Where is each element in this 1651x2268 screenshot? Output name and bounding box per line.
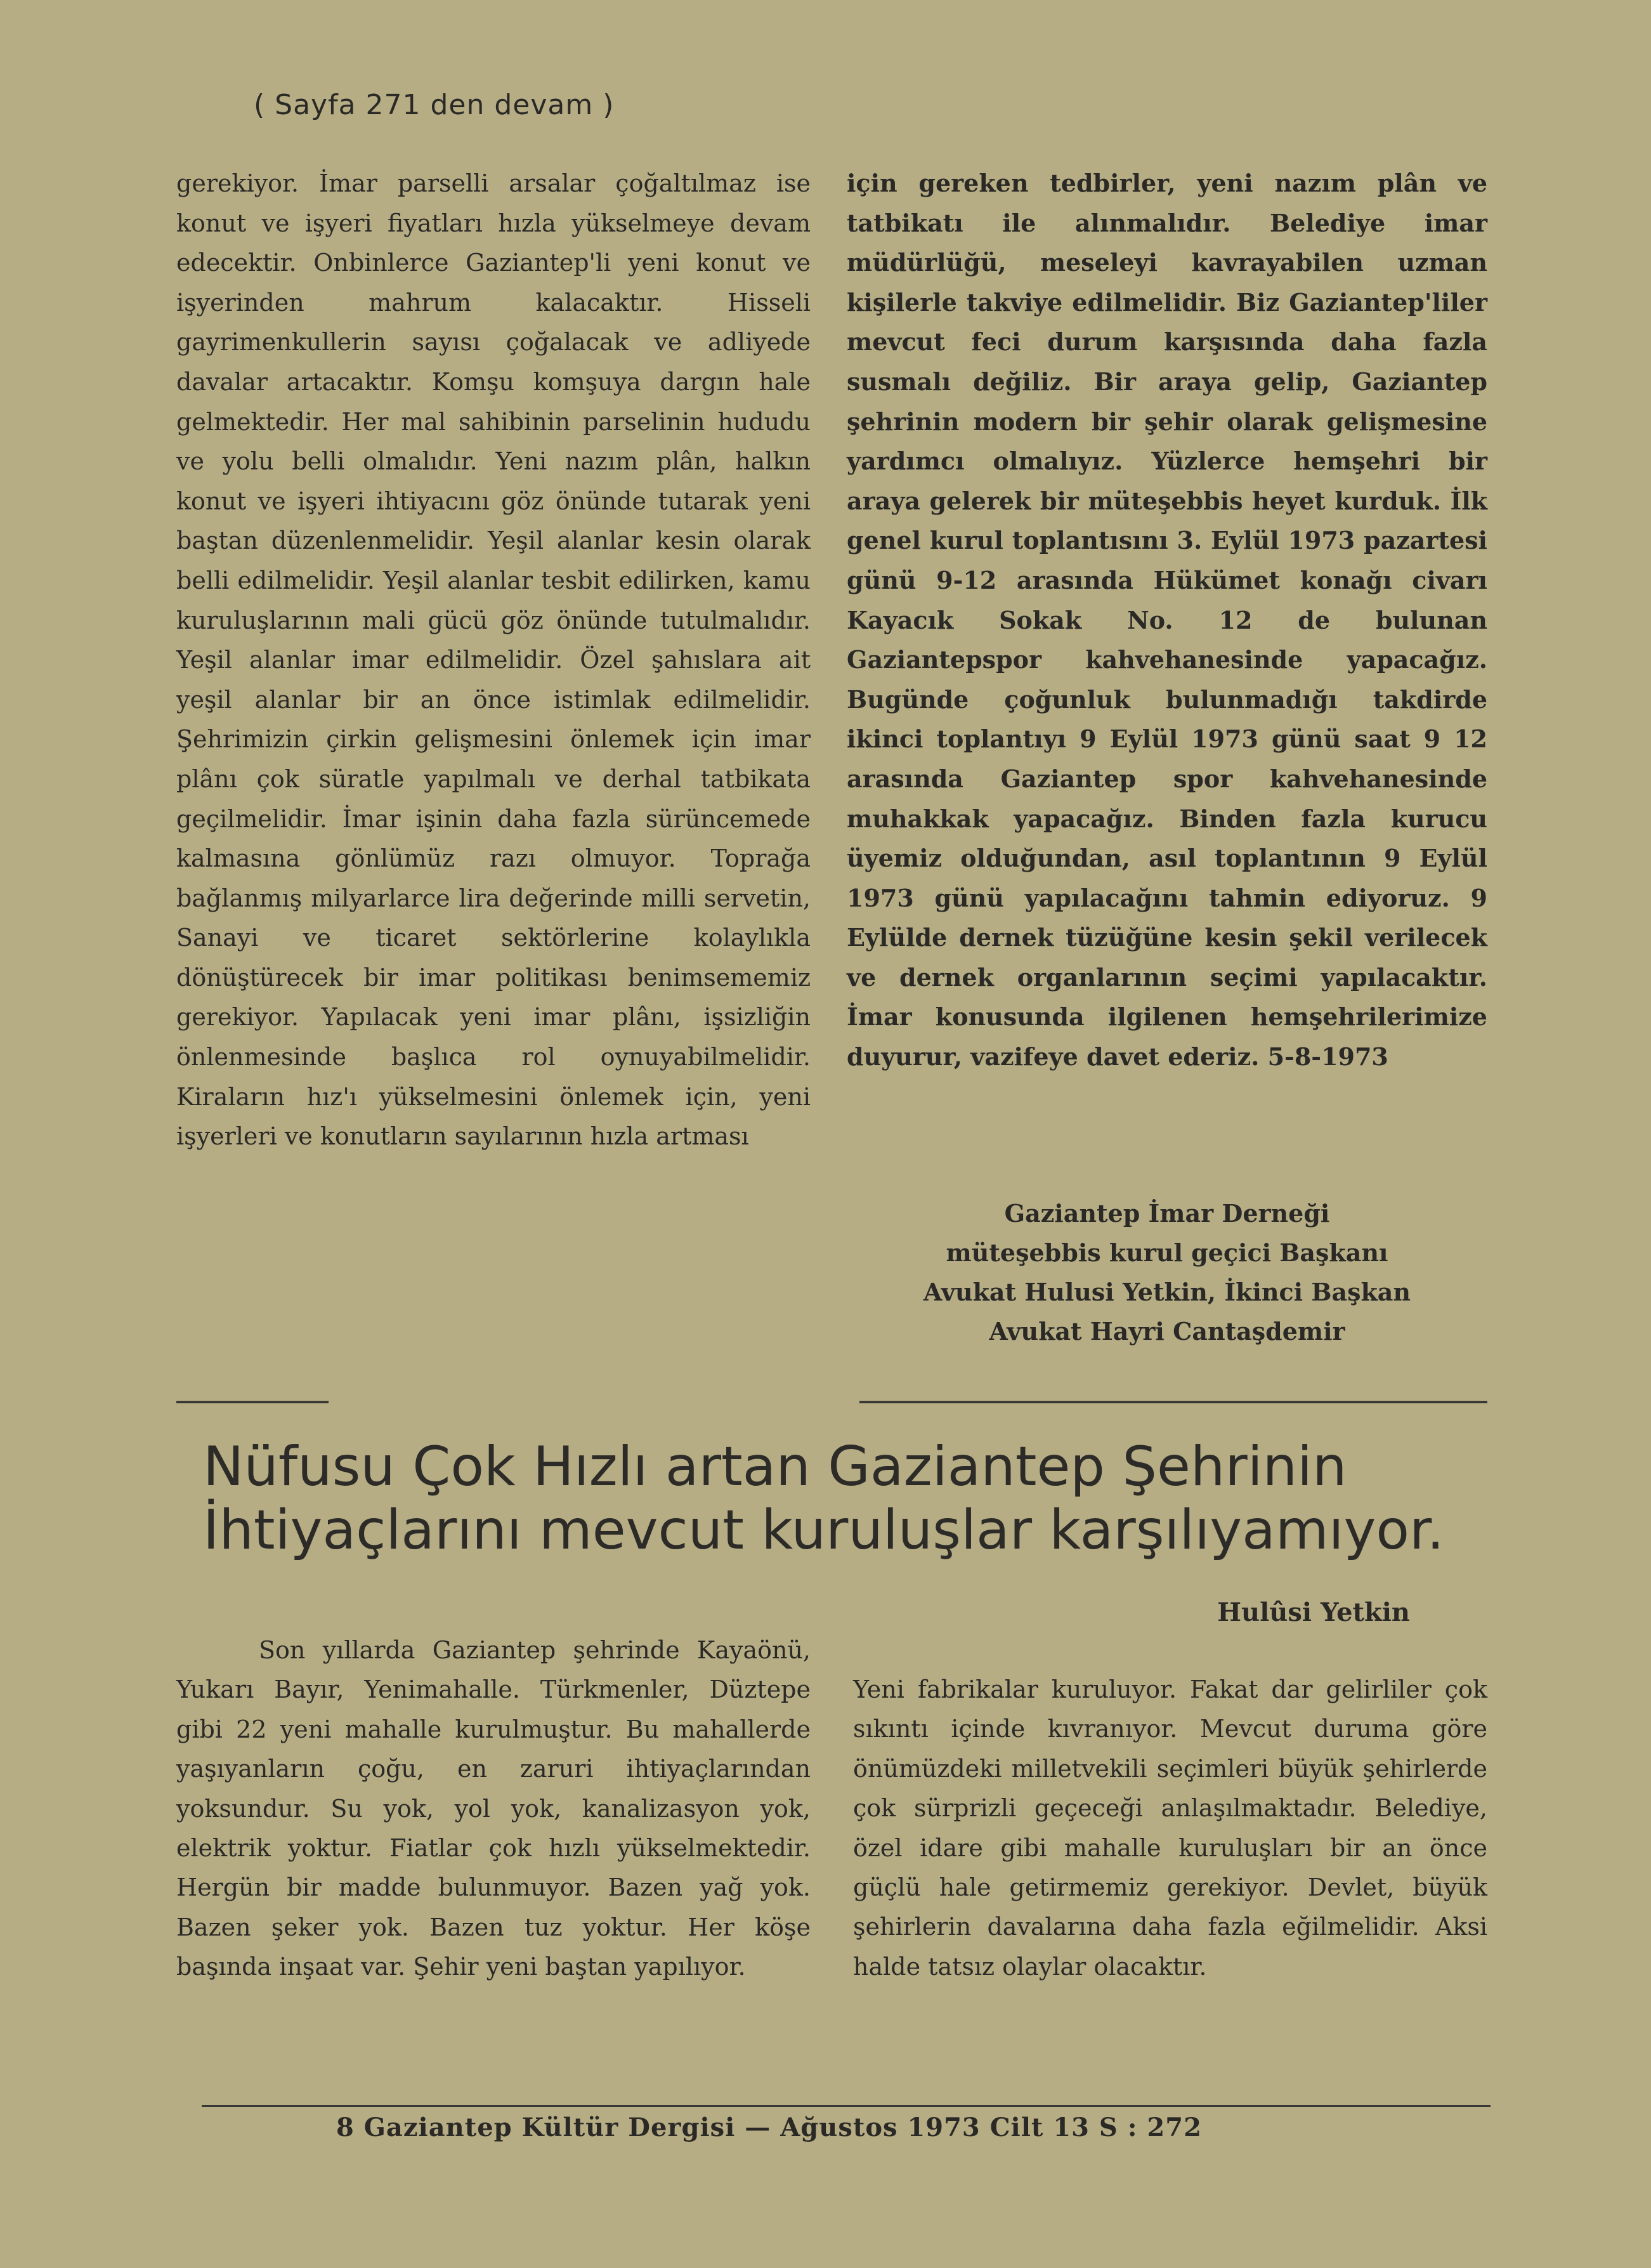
continuation-note: ( Sayfa 271 den devam ) <box>254 89 615 121</box>
article-left-text: Son yıllarda Gaziantep şehrinde Kayaönü, Yukarı Bayır, Yenimahalle. Türkmenler, Düztepe gibi 22 yeni mahalle kurulmuştur. Bu mahallerde yaşıyanların çoğu, en zaruri ihtiyaçlarından yoksundur. Su yok, yol yok, kanalizasyon yok, elektrik yoktur. Fiatlar çok hızlı yükselmektedir. Hergün bir madde bulunmuyor. Bazen yağ yok. Bazen şeker yok. Bazen tuz yoktur. Her köşe başında inşaat var. Şehir yeni baştan yapılıyor. <box>176 1636 811 1981</box>
article-author: Hulûsi Yetkin <box>1217 1597 1410 1627</box>
prev-article-right-text: için gereken tedbirler, yeni nazım plân ve tatbikatı ile alınmalıdır. Belediye imar müdürlüğü, meseleyi kavrayabilen uzman kişilerle takviye edilmelidir. Biz Gaziantep'liler mevcut feci durum karşısında daha fazla susmalı değiliz. Bir araya gelip, Gaziantep şehrinin modern bir şehir olarak gelişmesine yardımcı olmalıyız. Yüzlerce hemşehri bir araya gelerek bir müteşebbis heyet kurduk. İlk genel kurul toplantısını 3. Eylül 1973 pazartesi günü 9-12 arasında Hükümet konağı civarı Kayacık Sokak No. 12 de bulunan Gaziantepspor kahvehanesinde yapacağız. Bugünde çoğunluk bulunmadığı takdirde ikinci toplantıyı 9 Eylül 1973 günü saat 9 12 arasında Gaziantep spor kahvehanesinde muhakkak yapacağız. Binden fazla kurucu üyemiz olduğundan, asıl toplantının 9 Eylül 1973 günü yapılacağını tahmin ediyoruz. 9 Eylülde dernek tüzüğüne kesin şekil verilecek ve dernek organlarının seçimi yapılacaktır. İmar konusunda ilgilenen hemşehrilerimize duyurur, vazifeye davet ederiz. 5-8-1973 <box>847 169 1487 1072</box>
prev-article-left-text: gerekiyor. İmar parselli arsalar çoğaltılmaz ise konut ve işyeri fiyatları hızla yükselmeye devam edecektir. Onbinlerce Gaziantep'li yeni konut ve işyerinden mahrum kalacaktır. Hisseli gayrimenkullerin sayısı çoğalacak ve adliyede davalar artacaktır. Komşu komşuya dargın hale gelmektedir. Her mal sahibinin parselinin hududu ve yolu belli olmalıdır. Yeni nazım plân, halkın konut ve işyeri ihtiyacını göz önünde tutarak yeni baştan düzenlenmelidir. Yeşil alanlar kesin olarak belli edilmelidir. Yeşil alanlar tesbit edilirken, kamu kuruluşlarının mali gücü göz önünde tutulmalıdır. Yeşil alanlar imar edilmelidir. Özel şahıslara ait yeşil alanlar bir an önce istimlak edilmelidir. Şehrimizin çirkin gelişmesini önlemek için imar plânı çok süratle yapılmalı ve derhal tatbikata geçilmelidir. İmar işinin daha fazla sürüncemede kalmasına gönlümüz razı olmuyor. Toprağa bağlanmış milyarlarce lira değerinde milli servetin, Sanayi ve ticaret sektörlerine kolaylıkla dönüştürecek bir imar politikası benimsememiz gerekiyor. Yapılacak yeni imar plânı, işsizliğin önlenmesinde başlıca rol oynuyabilmelidir. Kiraların hız'ı yükselmesini önlemek için, yeni işyerleri ve konutların sayılarının hızla artması <box>176 169 811 1151</box>
page-footer: 8 Gaziantep Kültür Dergisi — Ağustos 1973 Cilt 13 S : 272 <box>336 2113 1202 2142</box>
article-right-column <box>853 1670 1487 1986</box>
signature-line-4: Avukat Hayri Cantaşdemir <box>989 1317 1345 1346</box>
prev-article-left-column <box>176 164 811 1157</box>
article-left-column <box>176 1630 811 1987</box>
divider-left <box>176 1401 329 1403</box>
signature-line-1: Gaziantep İmar Derneği <box>1004 1199 1330 1228</box>
article-headline-line-1: Nüfusu Çok Hızlı artan Gaziantep Şehrinin <box>203 1435 1347 1498</box>
signature-line-3: Avukat Hulusi Yetkin, İkinci Başkan <box>923 1278 1411 1306</box>
article-right-text: Yeni fabrikalar kuruluyor. Fakat dar gelirliler çok sıkıntı içinde kıvranıyor. Mevcut duruma göre önümüzdeki milletvekili seçimleri büyük şehirlerde çok sürprizli geçeceği anlaşılmaktadır. Belediye, özel idare gibi mahalle kuruluşları bir an önce güçlü hale getirmemiz gerekiyor. Devlet, büyük şehirlerin davalarına daha fazla eğilmelidir. Aksi halde tatsız olaylar olacaktır. <box>853 1675 1487 1981</box>
footer-rule <box>202 2105 1491 2107</box>
article-headline-line-2: İhtiyaçlarını mevcut kuruluşlar karşılıyamıyor. <box>203 1498 1444 1562</box>
signature-line-2: müteşebbis kurul geçici Başkanı <box>946 1238 1388 1267</box>
prev-article-right-column <box>847 164 1487 1077</box>
divider-right <box>859 1401 1487 1403</box>
